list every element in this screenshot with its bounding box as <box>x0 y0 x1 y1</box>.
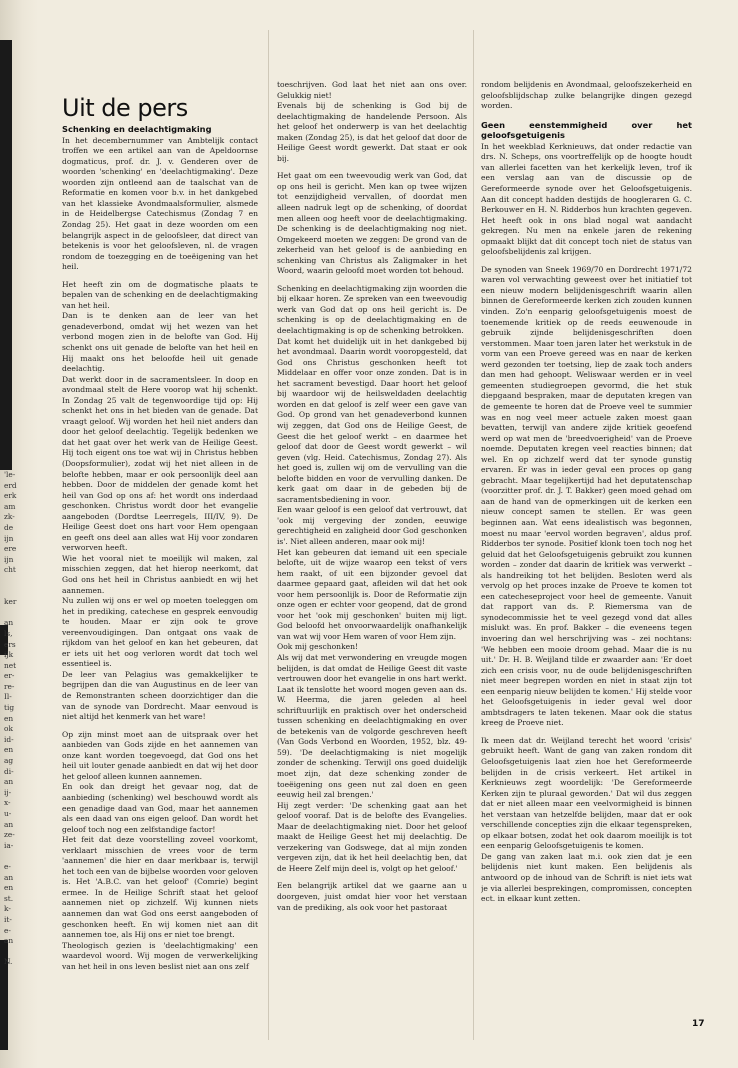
body-paragraph: Het heeft zin om de dogmatische plaats te bepalen van de schenking en de deelachtigmaking van het heil. Dan is te denken aan de leer van het genadeverbond, omdat wij het wezen van het verbond mogen zien in de belofte van God. Hij schenkt ons uit genade de belofte van het heil en Hij maakt ons het beloofde heil uit genade deelachtig. Dat werkt door in de sacramentsleer. In doop en avondmaal stelt de Here voorop wat hij schenkt. In Zondag 25 valt de tegenwoordige tijd op: Hij schenkt het ons in het bieden van de genade. Dat vraagt geloof. Wij worden het heil niet anders dan door het geloof deelachtig. Tegelijk bedenken we dat het gaat over het werk van de Heilige Geest. Hij toch eigent ons toe wat wij in Christus hebben (Doopsformulier), zodat wij het niet alleen in de belofte hebben, maar er ook persoonlijk deel aan hebben. Door de middelen der genade komt het heil van God op ons af: het wordt ons inderdaad geschonken. Christus wordt door het evangelie aangeboden (Dordtse Leerregels, III/IV, 9). De Heilige Geest doet ons hart voor Hem opengaan en geeft ons deel aan alles wat Hij voor zondaren verworven heeft. Wie het vooral niet te moeilijk wil maken, zal misschien zeggen, dat het hierop neerkomt, dat God ons het heil in Christus aanbiedt en wij het aannemen. Nu zullen wij ons er wel op moeten toeleggen om het in prediking, catechese en gesprek eenvoudig te houden. Maar er zijn ook te grove vereenvoudigingen. Dan ontgaat ons vaak de rijkdom van het geloof en kan het gebeuren, dat er iets uit het oog verloren wordt dat toch wel essentieel is. De leer van Pelagius was gemakkelijker te begrijpen dan die van Augustinus en de leer van de Remonstranten scheen doorzichtiger dan die van de synode van Dordrecht. Maar eenvoud is niet altijd het kenmerk van het ware! <box>62 279 258 722</box>
body-paragraph: De synoden van Sneek 1969/70 en Dordrecht 1971/72 waren vol verwachting geweest over het initiatief tot een nieuw modern belijdenisgeschrift waarin allen binnen de Gereformeerde kerken zich zouden kunnen vinden. Zo'n eenparig geloofsgetuigenis moest de toenemende kritiek op de reeds eeuwenoude in gebruik zijnde belijdenisgeschriften doen verstommen. Maar toen jaren later het werkstuk in de vorm van een Proeve gereed was en naar de kerken werd gezonden ter toetsing, liep de zaak toch anders dan men had gehoopt. Weliswaar werden er in veel gemeenten studiegroepen gevormd, die het stuk diepgaand bespraken, maar de deputaten kregen van de gemeente te horen dat de Proeve veel te summier was en nog veel meer actuele zaken moest gaan bevatten, terwijl van andere zijde kritiek geoefend werd op wat men de 'breedvoerigheid' van de Proeve noemde. Deputaten kregen veel reacties binnen; dat wel. En op zichzelf werd dat ter synode gunstig ervaren. Er was in ieder geval een proces op gang gebracht. Maar tegelijkertijd had het deputatenschap (voorzitter prof. dr. J. T. Bakker) geen moed gehad om aan de hand van de opmerkingen uit de kerken een nieuw concept samen te stellen. Er was geen beginnen aan. Wat eens idealistisch was begonnen, moest nu maar 'eervol worden begraven', aldus prof. Ridderbos ter synode. Positief klonk toen toch nog het geluid dat het Geloofsgetuigenis gebruikt zou kunnen worden – zonder dat daarin de kritiek was verwerkt – als handreiking tot het belijden. Besloten werd als vervolg op het proces inzake de Proeve te komen tot een catecheseproject voor heel de gemeente. Vanuit dat rapport van ds. P. Riemersma van de synodecommissie het te veel gezegd vond dat alles mislukt was. En prof. Bakker – die eveneens tegen invoering dan wel herschrijving was – zei nochtans: 'We hebben een mooie droom gehad. Maar die is nu uit.' Dr. H. B. Weijland tilde er zwaarder aan: 'Er doet zich een crisis voor, nu de oude belijdenisgeschriften niet meer begrepen worden en niet in staat zijn tot een eenparig nieuw belijden te komen.' Hij stelde voor het Geloofsgetuigenis in ieder geval wel door ambtsdragers te laten tekenen. Maar ook die status kreeg de Proeve niet. <box>481 264 692 728</box>
article-column-1 <box>62 124 258 1054</box>
body-paragraph: rondom belijdenis en Avondmaal, geloofszekerheid en geloofsblijdschap zulke belangrijke dingen gezegd worden. <box>481 80 692 111</box>
column-rule <box>268 30 269 1040</box>
column-rule <box>473 30 474 1040</box>
previous-page-text-fragments: 'le- erd erk am zk- de ijn ere ijn cht ker an ls, ers ijk net er- re- Il- tig en ok id- en ag di- an ij- x- u- an ze- ia- e- an en st. k- it- e- an N. <box>4 470 17 967</box>
body-paragraph: Een belangrijk artikel dat we gaarne aan u doorgeven, juist omdat hier voor het verstaan van de prediking, als ook voor het pastoraat <box>277 881 467 912</box>
page-title: Uit de pers <box>62 94 188 122</box>
article-column-2 <box>277 80 467 1055</box>
body-paragraph: In het weekblad Kerknieuws, dat onder redactie van drs. N. Scheps, ons voortreffelijk op de hoogte houdt van allerlei facetten van het kerkelijk leven, trof ik een verslag aan van de discussie op de Gereformeerde synode over het Geloofsgetuigenis. Aan dit concept hadden destijds de hoogleraren G. C. Berkouwer en H. N. Ridderbos hun krachten gegeven. Het heeft ook in ons blad nogal wat aandacht gekregen. Nu men na enkele jaren de rekening opmaakt blijkt dat dit concept toch niet de status van geloofsbelijdenis zal krijgen. <box>481 141 692 257</box>
body-paragraph: Schenking en deelachtigmaking zijn woorden die bij elkaar horen. Ze spreken van een tweevoudig werk van God dat op ons heil gericht is. De schenking is op de deelachtigmaking en de deelachtigmaking is op de schenking betrokken. Dat komt het duidelijk uit in het dankgebed bij het avondmaal. Daarin wordt vooropgesteld, dat God ons Christus geschonken heeft tot Middelaar en offer voor onze zonden. Dat is in het sacrament bevestigd. Daar hoort het geloof bij waardoor wij de heilsweldaden deelachtig worden en dat geloof is zelf weer een gave van God. Op grond van het genadeverbond kunnen wij zeggen, dat God ons de Heilige Geest, de Geest die het geloof werkt – en daarmee het geloof dat door de Geest wordt gewerkt – wil geven (vlg. Heid. Catechismus, Zondag 27). Als het goed is, zullen wij om de vervulling van die belofte bidden en voor de vervulling danken. De kerk gaat om daar in de gebeden bij de sacramentsbediening in voor. Een waar geloof is een geloof dat vertrouwt, dat 'ook mij vergeving der zonden, eeuwige gerechtigheid en zaligheid door God geschonken is'. Niet alleen anderen, maar ook mij! Het kan gebeuren dat iemand uit een speciale belofte, uit de wijze waarop een tekst of vers hem raakt, of uit een bijzonder gevoel dat daarmee gepaard gaat, afleiden wil dat het ook voor hem persoonlijk is. Door de Reformatie zijn onze ogen er echter voor geopend, dat de grond voor het 'ook mij geschonken' buiten mij ligt. God beloofd het onvoorwaardelijk onafhankelijk van wat wij voor Hem waren of voor Hem zijn. Ook mij geschonken! Als wij dat met verwondering en vreugde mogen belijden, is dat omdat de Heilige Geest dit vaste vertrouwen door het evangelie in ons hart werkt. Laat ik tenslotte het woord mogen geven aan ds. W. Heerma, die jaren geleden al heel schriftuurlijk en praktisch over het onderscheid tussen schenking en deelachtigmaking en over de betekenis van de volgorde geschreven heeft (Van Gods Verbond en Woorden, 1952, blz. 49-59). 'De deelachtigmaking is niet mogelijk zonder de schenking. Terwijl ons goed duidelijk moet zijn, dat deze schenking zonder de toeëigening ons geen nut zal doen en geen eeuwig heil zal brengen.' Hij zegt verder: 'De schenking gaat aan het geloof vooraf. Dat is de belofte des Evangelies. Maar de deelachtigmaking niet. Door het geloof maakt de Heilige Geest het mij deelachtig. De verzekering van Godswege, dat al mijn zonden vergeven zijn, dat ik het heil deelachtig ben, dat de Heere Zelf mijn deel is, volgt op het geloof.' <box>277 283 467 873</box>
page-number: 17 <box>692 1019 705 1029</box>
body-paragraph: Ik meen dat dr. Weijland terecht het woord 'crisis' gebruikt heeft. Want de gang van zaken rondom dit Geloofsgetuigenis laat zien hoe het Gereformeerde belijden in de crisis verkeert. Het artikel in Kerknieuws zegt woordelijk: 'De Gereformeerde Kerken zijn te pluraal geworden.' Dat wil dus zeggen dat er niet alleen maar een veelvormigheid is binnen het verstaan van hetzelfde belijden, maar dat er ook verschillende concepties zijn die elkaar tegenspreken, op elkaar botsen, zodat het ook daarom moeilijk is tot een eenparig Geloofsgetuigenis te komen. De gang van zaken laat m.i. ook zien dat je een belijdenis niet kunt maken. Een belijdenis als antwoord op de inhoud van de Schrift is niet iets wat je via allerlei besprekingen, compromissen, concepten ect. in elkaar kunt zetten. <box>481 735 692 904</box>
body-paragraph: Het gaat om een tweevoudig werk van God, dat op ons heil is gericht. Men kan op twee wijzen tot eenzijdigheid vervallen, of doordat men alleen nadruk legt op de schenking, of doordat men alleen oog heeft voor de deelachtigmaking. De schenking is de deelachtigmaking nog niet. Omgekeerd moeten we zeggen: De grond van de zekerheid van het geloof is de aanbieding en schenking van Christus als Zaligmaker in het Woord, waarin geloofd moet worden tot behoud. <box>277 171 467 276</box>
body-paragraph: In het decembernummer van Ambtelijk contact troffen we een artikel aan van de Apeldoornse dogmaticus, prof. dr. J. v. Genderen over de woorden 'schenking' en 'deelachtigmaking'. Deze woorden zijn ontleend aan de taalschat van de Reformatie en komen voor b.v. in het dankgebed van het klassieke Avondmaalsformulier, alsmede in de Heidelbergse Catechismus (Zondag 7 en Zondag 25). Het gaat in deze woorden om een belangrijk aspect in de geloofsleer, dat direct van betekenis is voor het geloofsleven, nl. de vragen rondom de toezegging en de toeëigening van het heil. <box>62 135 258 272</box>
article-column-3 <box>481 80 692 1020</box>
section-heading: Schenking en deelachtigmaking <box>62 124 212 134</box>
page-spine-margin <box>0 0 38 1068</box>
body-paragraph: Op zijn minst moet aan de uitspraak over het aanbieden van Gods zijde en het aannemen van onze kant worden toegevoegd, dat God ons het heil uit louter genade aanbiedt en dat wij het door het geloof alleen kunnen aannemen. En ook dan dreigt het gevaar nog, dat de aanbieding (schenking) wel beschouwd wordt als een genadige daad van God, maar het aannemen als een daad van ons eigen geloof. Dan wordt het geloof toch nog een zelfstandige factor! Het feit dat deze voorstelling zoveel voorkomt, verklaart misschien de vrees voor de term 'aannemen' die hier en daar merkbaar is, terwijl het toch een van de bijbelse woorden voor geloven is. Het 'A.B.C. van het geloof' (Comrie) begint ermee. In de Heilige Schrift staat het geloof aannemen niet op zichzelf. Wij kunnen niets aannemen dan wat God ons eerst aangeboden of geschonken heeft. En wij komen niet aan dit aannemen toe, als Hij ons er niet toe brengt. Theologisch gezien is 'deelachtigmaking' een waardevol woord. Wij mogen de verwerkelijking van het heil in ons leven beslist niet aan ons zelf <box>62 729 258 971</box>
section-heading: Geen eenstemmigheid over het geloofsgetuigenis <box>481 119 692 141</box>
spine-dark-edge-top <box>0 40 12 470</box>
body-paragraph: toeschrijven. God laat het niet aan ons over. Gelukkig niet! Evenals bij de schenking is God bij de deelachtigmaking de handelende Persoon. Als het geloof het onderwerp is van het deelachtig maken (Zondag 25), is dat het geloof dat door de Heilige Geest wordt gewerkt. Dat staat er ook bij. <box>277 80 467 163</box>
